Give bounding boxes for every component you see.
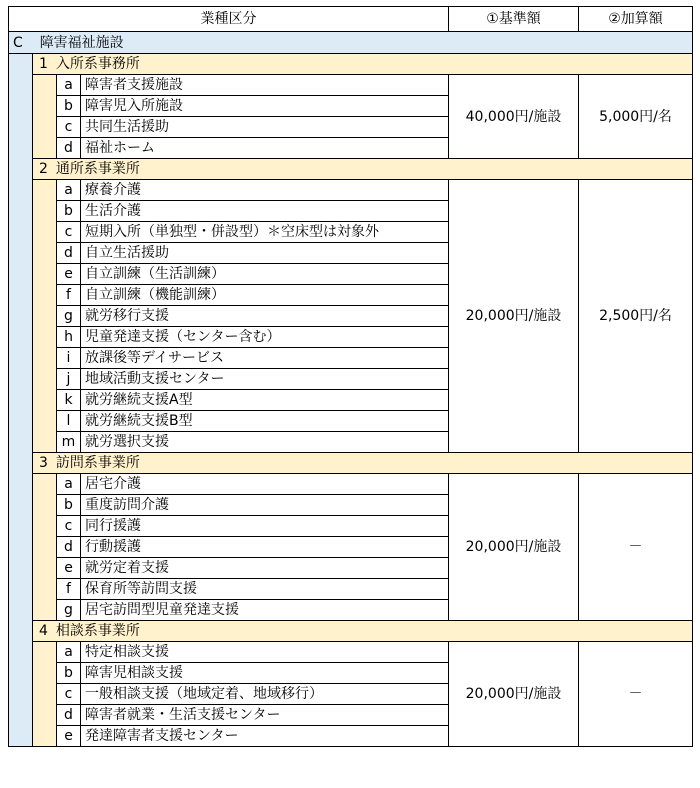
group-row bbox=[9, 621, 693, 642]
item-name: 重度訪問介護 bbox=[81, 495, 449, 516]
base-amount: 20,000円/施設 bbox=[449, 642, 579, 747]
item-letter: b bbox=[57, 663, 81, 684]
item-letter: f bbox=[57, 579, 81, 600]
item-letter: e bbox=[57, 726, 81, 747]
base-amount: 40,000円/施設 bbox=[449, 75, 579, 159]
category-label bbox=[9, 32, 693, 54]
item-letter: c bbox=[57, 516, 81, 537]
group-indent-cell bbox=[33, 75, 57, 159]
item-letter: e bbox=[57, 264, 81, 285]
item-name: 発達障害者支援センター bbox=[81, 726, 449, 747]
header-add-amount: ②加算額 bbox=[579, 7, 693, 32]
item-letter: a bbox=[57, 180, 81, 201]
item-letter: i bbox=[57, 348, 81, 369]
item-letter: e bbox=[57, 558, 81, 579]
item-name: 地域活動支援センター bbox=[81, 369, 449, 390]
add-amount: 2,500円/名 bbox=[579, 180, 693, 453]
group-label bbox=[33, 159, 693, 180]
item-letter: b bbox=[57, 96, 81, 117]
category-row bbox=[9, 32, 693, 54]
add-amount: － bbox=[579, 474, 693, 621]
item-letter: h bbox=[57, 327, 81, 348]
item-name: 一般相談支援（地域定着、地域移行） bbox=[81, 684, 449, 705]
item-letter: a bbox=[57, 474, 81, 495]
header-category: 業種区分 bbox=[9, 7, 449, 32]
item-name: 自立生活援助 bbox=[81, 243, 449, 264]
group-number: 4 bbox=[39, 623, 48, 639]
item-name: 保育所等訪問支援 bbox=[81, 579, 449, 600]
item-row bbox=[9, 642, 693, 663]
item-name: 自立訓練（機能訓練） bbox=[81, 285, 449, 306]
item-letter: j bbox=[57, 369, 81, 390]
item-name: 就労選択支援 bbox=[81, 432, 449, 453]
item-name: 自立訓練（生活訓練） bbox=[81, 264, 449, 285]
item-letter: d bbox=[57, 537, 81, 558]
group-number: 1 bbox=[39, 56, 48, 72]
item-name: 就労定着支援 bbox=[81, 558, 449, 579]
group-indent-cell bbox=[33, 180, 57, 453]
add-amount: － bbox=[579, 642, 693, 747]
item-name: 障害児相談支援 bbox=[81, 663, 449, 684]
group-row bbox=[9, 54, 693, 75]
item-row bbox=[9, 474, 693, 495]
add-amount: 5,000円/名 bbox=[579, 75, 693, 159]
item-name: 就労移行支援 bbox=[81, 306, 449, 327]
group-title: 通所系事業所 bbox=[55, 161, 140, 177]
item-name: 障害者支援施設 bbox=[81, 75, 449, 96]
item-row bbox=[9, 75, 693, 96]
group-label bbox=[33, 54, 693, 75]
header-base-amount: ①基準額 bbox=[449, 7, 579, 32]
item-name: 障害者就業・生活支援センター bbox=[81, 705, 449, 726]
item-name: 短期入所（単独型・併設型）＊空床型は対象外 bbox=[81, 222, 449, 243]
group-number: 3 bbox=[39, 455, 48, 471]
item-name: 就労継続支援A型 bbox=[81, 390, 449, 411]
item-letter: b bbox=[57, 201, 81, 222]
category-indent-cell bbox=[9, 54, 33, 747]
item-name: 障害児入所施設 bbox=[81, 96, 449, 117]
item-letter: a bbox=[57, 642, 81, 663]
group-label bbox=[33, 621, 693, 642]
group-indent-cell bbox=[33, 642, 57, 747]
group-number: 2 bbox=[39, 161, 48, 177]
group-title: 相談系事業所 bbox=[55, 623, 140, 639]
fee-table bbox=[8, 6, 693, 747]
item-letter: d bbox=[57, 705, 81, 726]
item-name: 同行援護 bbox=[81, 516, 449, 537]
category-letter: C bbox=[13, 34, 23, 51]
item-name: 放課後等デイサービス bbox=[81, 348, 449, 369]
group-label bbox=[33, 453, 693, 474]
item-letter: a bbox=[57, 75, 81, 96]
group-indent-cell bbox=[33, 474, 57, 621]
item-letter: d bbox=[57, 243, 81, 264]
group-title: 入所系事務所 bbox=[55, 56, 140, 72]
group-title: 訪問系事業所 bbox=[55, 455, 140, 471]
item-name: 居宅訪問型児童発達支援 bbox=[81, 600, 449, 621]
item-letter: c bbox=[57, 684, 81, 705]
item-letter: m bbox=[57, 432, 81, 453]
base-amount: 20,000円/施設 bbox=[449, 180, 579, 453]
item-letter: c bbox=[57, 222, 81, 243]
item-name: 療養介護 bbox=[81, 180, 449, 201]
group-row bbox=[9, 453, 693, 474]
group-row bbox=[9, 159, 693, 180]
item-letter: g bbox=[57, 600, 81, 621]
item-name: 共同生活援助 bbox=[81, 117, 449, 138]
item-name: 児童発達支援（センター含む） bbox=[81, 327, 449, 348]
item-letter: f bbox=[57, 285, 81, 306]
item-name: 生活介護 bbox=[81, 201, 449, 222]
item-letter: c bbox=[57, 117, 81, 138]
category-title: 障害福祉施設 bbox=[39, 34, 124, 51]
item-row bbox=[9, 180, 693, 201]
item-name: 福祉ホーム bbox=[81, 138, 449, 159]
item-name: 行動援護 bbox=[81, 537, 449, 558]
item-letter: g bbox=[57, 306, 81, 327]
base-amount: 20,000円/施設 bbox=[449, 474, 579, 621]
item-name: 就労継続支援B型 bbox=[81, 411, 449, 432]
item-name: 特定相談支援 bbox=[81, 642, 449, 663]
item-letter: k bbox=[57, 390, 81, 411]
item-name: 居宅介護 bbox=[81, 474, 449, 495]
header-row bbox=[9, 7, 693, 32]
item-letter: d bbox=[57, 138, 81, 159]
item-letter: l bbox=[57, 411, 81, 432]
item-letter: b bbox=[57, 495, 81, 516]
